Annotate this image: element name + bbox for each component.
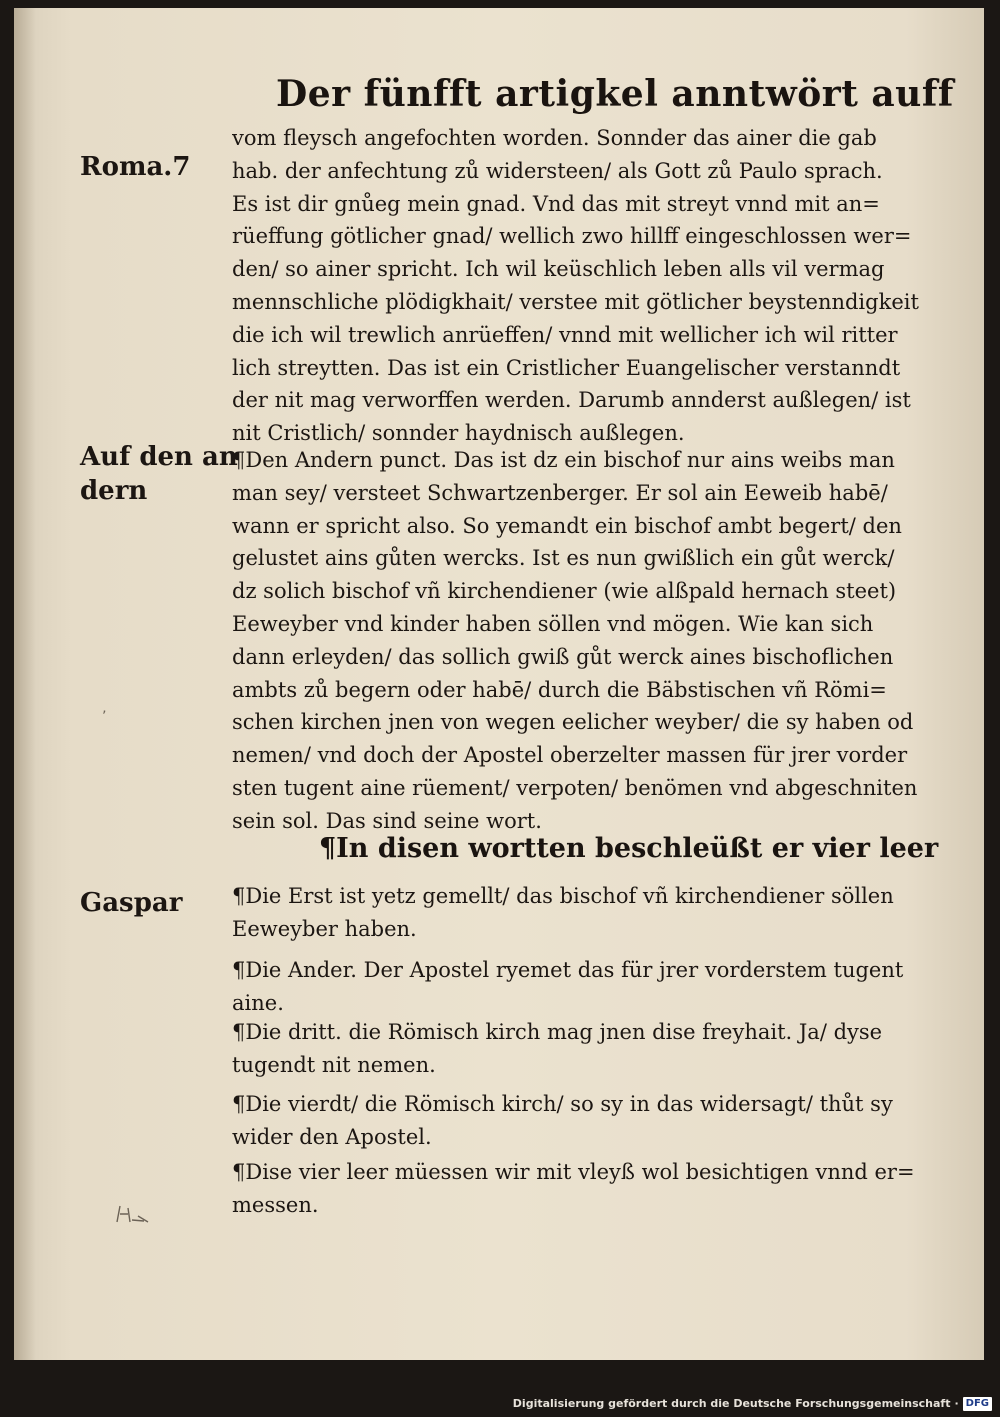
point-first <box>232 880 964 946</box>
text-line: den/ so ainer spricht. Ich wil keüschlich leben alls vil vermag <box>232 257 885 282</box>
book-page <box>14 8 984 1360</box>
margin-speck: ’ <box>102 709 107 725</box>
text-line: ¶Den Andern punct. Das ist dz ein bischof nur ains weibs man <box>232 448 895 472</box>
separator-dot: · <box>954 1397 959 1410</box>
text-line: messen. <box>232 1192 319 1217</box>
text-line: Es ist dir gnůeg mein gnad. Vnd das mit streyt vnnd mit an= <box>232 191 880 216</box>
margin-note-line: Auf den an <box>80 442 238 472</box>
text-line: ¶Die dritt. die Römisch kirch mag jnen dise freyhait. Ja/ dyse <box>232 1020 883 1044</box>
text-line: hab. der anfechtung zů widersteen/ als Gott zů Paulo sprach. <box>232 158 883 183</box>
text-line: die ich wil trewlich anrüeffen/ vnnd mit wellicher ich wil ritter <box>232 322 898 347</box>
text-line: nemen/ vnd doch der Apostel oberzelter massen für jrer vorder <box>232 743 908 768</box>
text-line: gelustet ains gůten wercks. Ist es nun gwißlich ein gůt werck/ <box>232 546 895 571</box>
margin-note-roma <box>80 150 230 184</box>
point-closing <box>232 1156 964 1222</box>
text-line: man sey/ versteet Schwartzenberger. Er sol ain Eeweib habē/ <box>232 480 888 505</box>
text-line: lich streytten. Das ist ein Cristlicher Euangelischer verstanndt <box>232 355 901 380</box>
text-line: aine. <box>232 990 284 1015</box>
text-line: Eeweyber haben. <box>232 916 417 941</box>
text-line: ¶Die Erst ist yetz gemellt/ das bischof vñ kirchendiener söllen <box>232 884 894 908</box>
paragraph-andern-punct <box>232 444 964 838</box>
text-line: der nit mag verworffen werden. Darumb annderst außlegen/ ist <box>232 388 911 413</box>
text-line: rüeffung götlicher gnad/ wellich zwo hillff eingeschlossen wer= <box>232 224 912 249</box>
text-line: ambts zů begern oder habē/ durch die Bäbstischen vñ Römi= <box>232 677 887 702</box>
text-line: tugendt nit nemen. <box>232 1052 436 1077</box>
digitization-credit <box>513 1396 992 1412</box>
text-line: dz solich bischof vñ kirchendiener (wie alßpald hernach steet) <box>232 579 897 604</box>
text-line: schen kirchen jnen von wegen eelicher weyber/ die sy haben od <box>232 710 914 735</box>
text-line: sten tugent aine rüement/ verpoten/ benömen vnd abgeschniten <box>232 775 918 800</box>
pen-doodle-icon <box>114 1200 154 1229</box>
point-fourth <box>232 1088 964 1154</box>
credit-text: Digitalisierung gefördert durch die Deutsche Forschungsgemeinschaft <box>512 1397 951 1410</box>
text-line: wann er spricht also. So yemandt ein bischof ambt begert/ den <box>232 513 902 538</box>
text-line: nit Cristlich/ sonnder haydnisch außlegen. <box>232 421 685 446</box>
text-line: vom fleysch angefochten worden. Sonnder das ainer die gab <box>232 126 877 150</box>
text-line: mennschliche plödigkhait/ verstee mit götlicher beystenndigkeit <box>232 289 919 314</box>
text-line: ¶Die vierdt/ die Römisch kirch/ so sy in das widersagt/ thůt sy <box>232 1092 893 1116</box>
text-line: sein sol. Das sind seine wort. <box>232 808 542 833</box>
margin-note-gaspar <box>80 886 230 920</box>
dfg-logo-icon: DFG <box>963 1397 992 1411</box>
point-second <box>232 954 964 1020</box>
text-line: dann erleyden/ das sollich gwiß gůt werck aines bischoflichen <box>232 644 894 669</box>
section-subheading: ¶In disen wortten beschleüßt er vier leer <box>319 833 939 864</box>
paragraph-continuation <box>232 122 964 450</box>
margin-note-line: dern <box>80 476 148 506</box>
text-line: ¶Die Ander. Der Apostel ryemet das für jrer vorderstem tugent <box>232 958 904 982</box>
margin-note-auf-den-andern <box>80 440 238 508</box>
text-line: wider den Apostel. <box>232 1124 432 1149</box>
running-title: Der fünfft artigkel anntwört auff <box>276 73 954 115</box>
point-third <box>232 1016 964 1082</box>
text-line: Eeweyber vnd kinder haben söllen vnd mögen. Wie kan sich <box>232 611 874 636</box>
margin-note-line: Roma.7 <box>80 152 191 182</box>
text-line: ¶Dise vier leer müessen wir mit vleyß wol besichtigen vnnd er= <box>232 1160 915 1184</box>
margin-note-line: Gaspar <box>80 888 183 918</box>
